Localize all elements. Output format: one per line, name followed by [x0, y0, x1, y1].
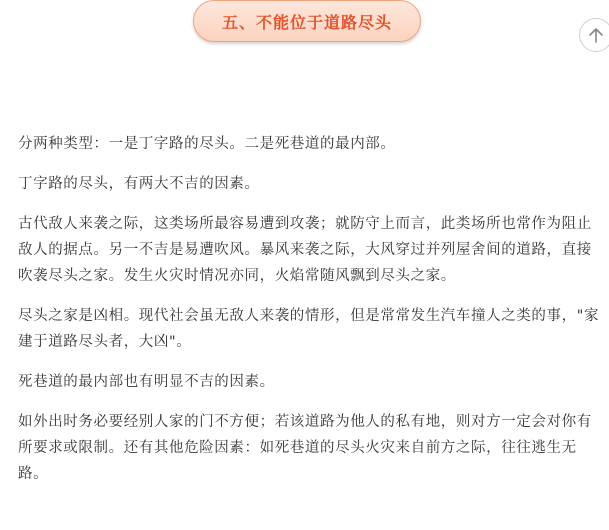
paragraph: 分两种类型：一是丁字路的尽头。二是死巷道的最内部。 — [18, 136, 396, 152]
back-to-top-button[interactable] — [579, 18, 609, 52]
paragraph: 古代敌人来袭之际，这类场所最容易遭到攻袭；就防守上而言，此类场所也常作为阻止敌人的据点。另一不吉是易遭吹风。暴风来袭之际，大风穿过并列屋舍间的道路，直接吹袭尽头之家。发生火灾时情况亦同，火焰常随风飘到尽头之家。 — [18, 216, 592, 284]
paragraph: 死巷道的最内部也有明显不吉的因素。 — [18, 374, 275, 390]
paragraph: 尽头之家是凶相。现代社会虽无敌人来袭的情形，但是常常发生汽车撞人之类的事，"家建于道路尽头者，大凶"。 — [18, 308, 600, 350]
article-body — [18, 131, 604, 501]
arrow-up-icon — [588, 26, 604, 44]
section-title-banner — [193, 0, 421, 42]
section-title: 五、不能位于道路尽头 — [221, 12, 392, 32]
paragraph: 如外出时务必要经别人家的门不方便；若该道路为他人的私有地，则对方一定会对你有所要求或限制。还有其他危险因素：如死巷道的尽头火灾来自前方之际，往往逃生无路。 — [18, 414, 592, 482]
paragraph: 丁字路的尽头，有两大不吉的因素。 — [18, 176, 260, 192]
